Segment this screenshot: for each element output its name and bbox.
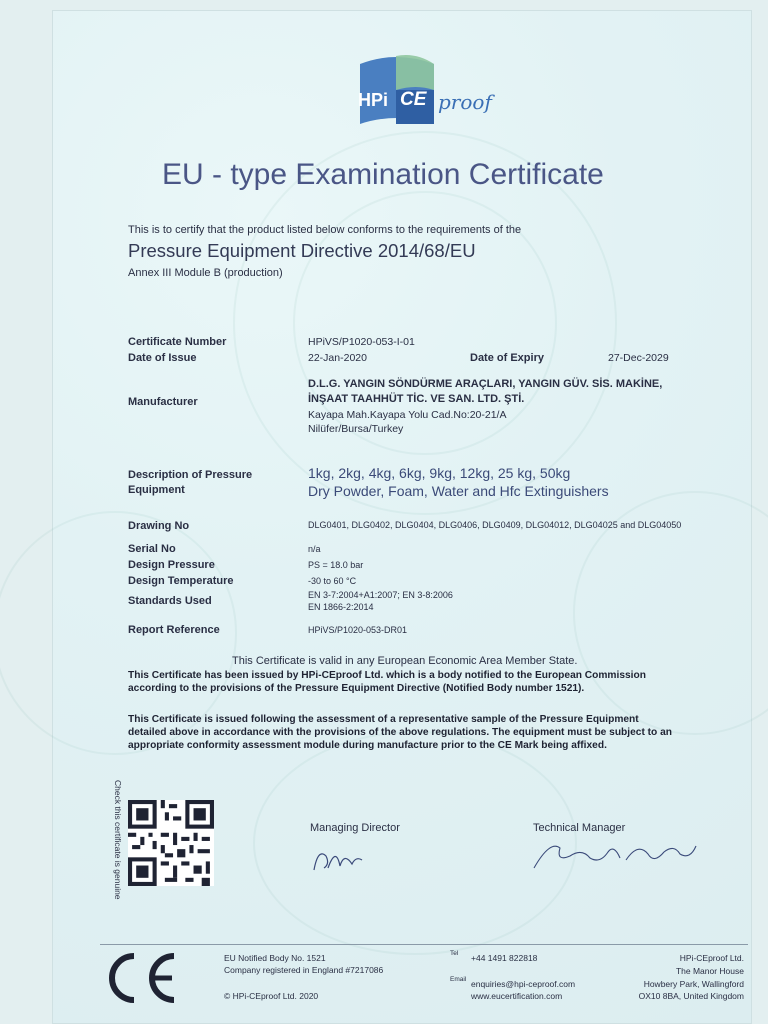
date-issue-value: 22-Jan-2020 <box>308 352 367 364</box>
design-pressure-label: Design Pressure <box>128 559 215 571</box>
valid-text: This Certificate is valid in any European Economic Area Member State. <box>232 655 578 667</box>
logo-ce-text: CE <box>400 89 427 110</box>
assessment-line3: appropriate conformity assessment module during manufacture prior to the CE Mark being affixed. <box>128 740 607 751</box>
description-label-line2: Equipment <box>128 484 185 496</box>
description-value-line1: 1kg, 2kg, 4kg, 6kg, 9kg, 12kg, 25 kg, 50kg <box>308 465 571 481</box>
company-registration: Company registered in England #7217086 <box>224 965 384 975</box>
design-pressure-value: PS = 18.0 bar <box>308 560 364 570</box>
date-expiry-label: Date of Expiry <box>470 352 544 364</box>
manufacturer-name-line2: İNŞAAT TAAHHÜT TİC. VE SAN. LTD. ŞTİ. <box>308 393 525 405</box>
address-line1: HPi-CEproof Ltd. <box>679 953 744 963</box>
cert-number-value: HPiVS/P1020-053-I-01 <box>308 336 415 348</box>
description-label-line1: Description of Pressure <box>128 469 253 481</box>
manufacturer-label: Manufacturer <box>128 396 198 408</box>
directive-title: Pressure Equipment Directive 2014/68/EU <box>128 240 476 261</box>
address-line2: The Manor House <box>675 966 744 976</box>
assessment-line1: This Certificate is issued following the assessment of a representative sample of the Pressure Equipment <box>128 714 639 725</box>
issued-text-line1: This Certificate has been issued by HPi-CEproof Ltd. which is a body notified to the European Commission <box>128 670 646 681</box>
watermark-ornament <box>253 731 577 955</box>
address-line3: Howbery Park, Wallingford <box>643 979 744 989</box>
tel-value: +44 1491 822818 <box>471 953 538 963</box>
technical-manager-signature <box>530 834 700 874</box>
date-issue-label: Date of Issue <box>128 352 197 364</box>
managing-director-label: Managing Director <box>310 822 400 834</box>
copyright: © HPi-CEproof Ltd. 2020 <box>224 991 319 1001</box>
report-ref-value: HPiVS/P1020-053-DR01 <box>308 625 408 635</box>
managing-director-signature <box>308 838 368 878</box>
manufacturer-name-line1: D.L.G. YANGIN SÖNDÜRME ARAÇLARI, YANGIN GÜV. SİS. MAKİNE, <box>308 378 663 390</box>
annex-text: Annex III Module B (production) <box>128 267 283 279</box>
footer-divider <box>100 944 748 945</box>
standards-value-line2: EN 1866-2:2014 <box>308 602 374 612</box>
standards-label: Standards Used <box>128 595 212 607</box>
report-ref-label: Report Reference <box>128 624 220 636</box>
qr-caption: Check this certificate is genuine <box>113 780 123 900</box>
manufacturer-address-line2: Nilüfer/Bursa/Turkey <box>308 423 404 435</box>
logo-shield-icon <box>356 50 506 128</box>
description-value-line2: Dry Powder, Foam, Water and Hfc Extinguishers <box>308 483 609 499</box>
logo-proof-text: proof <box>438 90 492 114</box>
technical-manager-label: Technical Manager <box>533 822 626 834</box>
date-expiry-value: 27-Dec-2029 <box>608 352 669 364</box>
serial-no-label: Serial No <box>128 543 176 555</box>
design-temperature-label: Design Temperature <box>128 575 234 587</box>
serial-no-value: n/a <box>308 544 321 554</box>
issued-text-line2: according to the provisions of the Pressure Equipment Directive (Notified Body number 1521). <box>128 683 585 694</box>
drawing-no-value: DLG0401, DLG0402, DLG0404, DLG0406, DLG0409, DLG04012, DLG04025 and DLG04050 <box>308 520 682 530</box>
notified-body: EU Notified Body No. 1521 <box>224 953 326 963</box>
email-link[interactable]: enquiries@hpi-ceproof.com <box>471 979 576 989</box>
drawing-no-label: Drawing No <box>128 520 190 532</box>
website-link[interactable]: www.eucertification.com <box>471 991 563 1001</box>
email-label: Email <box>450 976 467 983</box>
cert-number-label: Certificate Number <box>128 336 227 348</box>
standards-value-line1: EN 3-7:2004+A1:2007; EN 3-8:2006 <box>308 590 453 600</box>
design-temperature-value: -30 to 60 °C <box>308 576 357 586</box>
tel-label: Tel <box>450 950 459 957</box>
ce-mark-icon <box>98 950 178 1006</box>
intro-text: This is to certify that the product listed below conforms to the requirements of the <box>128 224 522 236</box>
logo-hpi-text: HPi <box>358 90 389 110</box>
address-line4: OX10 8BA, United Kingdom <box>638 991 744 1001</box>
manufacturer-address-line1: Kayapa Mah.Kayapa Yolu Cad.No:20-21/A <box>308 409 507 421</box>
assessment-line2: detailed above in accordance with the provisions of the above regulations. The equipment must be subject to an <box>128 727 672 738</box>
qr-code-icon[interactable] <box>128 800 214 886</box>
certificate-title: EU - type Examination Certificate <box>162 158 604 191</box>
logo <box>356 50 506 128</box>
